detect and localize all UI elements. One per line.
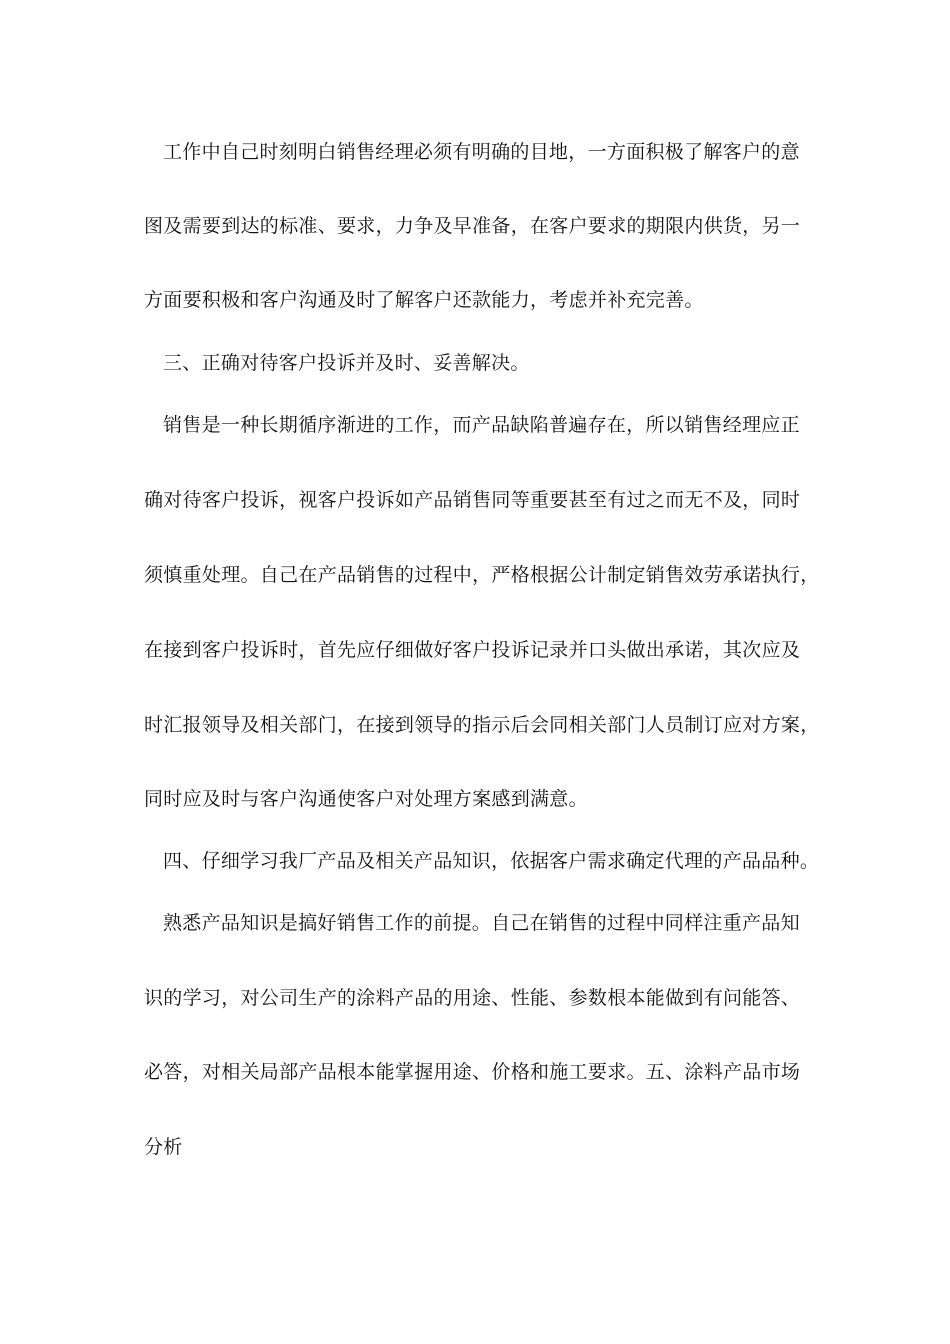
paragraph-line: 同时应及时与客户沟通使客户对处理方案感到满意。 bbox=[144, 788, 588, 810]
paragraph-line: 识的学习，对公司生产的涂料产品的用途、性能、参数根本能做到有问能答、 bbox=[144, 987, 801, 1009]
section-heading: 四、仔细学习我厂产品及相关产品知识，依据客户需求确定代理的产品品种。 bbox=[163, 850, 820, 872]
paragraph-line: 熟悉产品知识是搞好销售工作的前提。自己在销售的过程中同样注重产品知 bbox=[163, 912, 800, 934]
paragraph-line: 方面要积极和客户沟通及时了解客户还款能力，考虑并补充完善。 bbox=[144, 289, 704, 311]
paragraph-line: 图及需要到达的标准、要求，力争及早准备，在客户要求的期限内供货，另一 bbox=[144, 215, 801, 237]
paragraph-line: 须慎重处理。自己在产品销售的过程中，严格根据公计制定销售效劳承诺执行， bbox=[144, 564, 820, 586]
paragraph-line: 必答，对相关局部产品根本能掌握用途、价格和施工要求。五、涂料产品市场 bbox=[144, 1061, 801, 1083]
paragraph-line: 在接到客户投诉时，首先应仔细做好客户投诉记录并口头做出承诺，其次应及 bbox=[144, 639, 801, 661]
section-heading: 三、正确对待客户投诉并及时、妥善解决。 bbox=[163, 352, 530, 374]
paragraph-line: 工作中自己时刻明白销售经理必须有明确的目地，一方面积极了解客户的意 bbox=[163, 141, 800, 163]
paragraph-line: 销售是一种长期循序渐进的工作，而产品缺陷普遍存在，所以销售经理应正 bbox=[163, 414, 800, 436]
paragraph-line: 时汇报领导及相关部门，在接到领导的指示后会同相关部门人员制订应对方案， bbox=[144, 714, 820, 736]
paragraph-line: 分析 bbox=[144, 1136, 183, 1158]
paragraph-line: 确对待客户投诉，视客户投诉如产品销售同等重要甚至有过之而无不及，同时 bbox=[144, 489, 801, 511]
